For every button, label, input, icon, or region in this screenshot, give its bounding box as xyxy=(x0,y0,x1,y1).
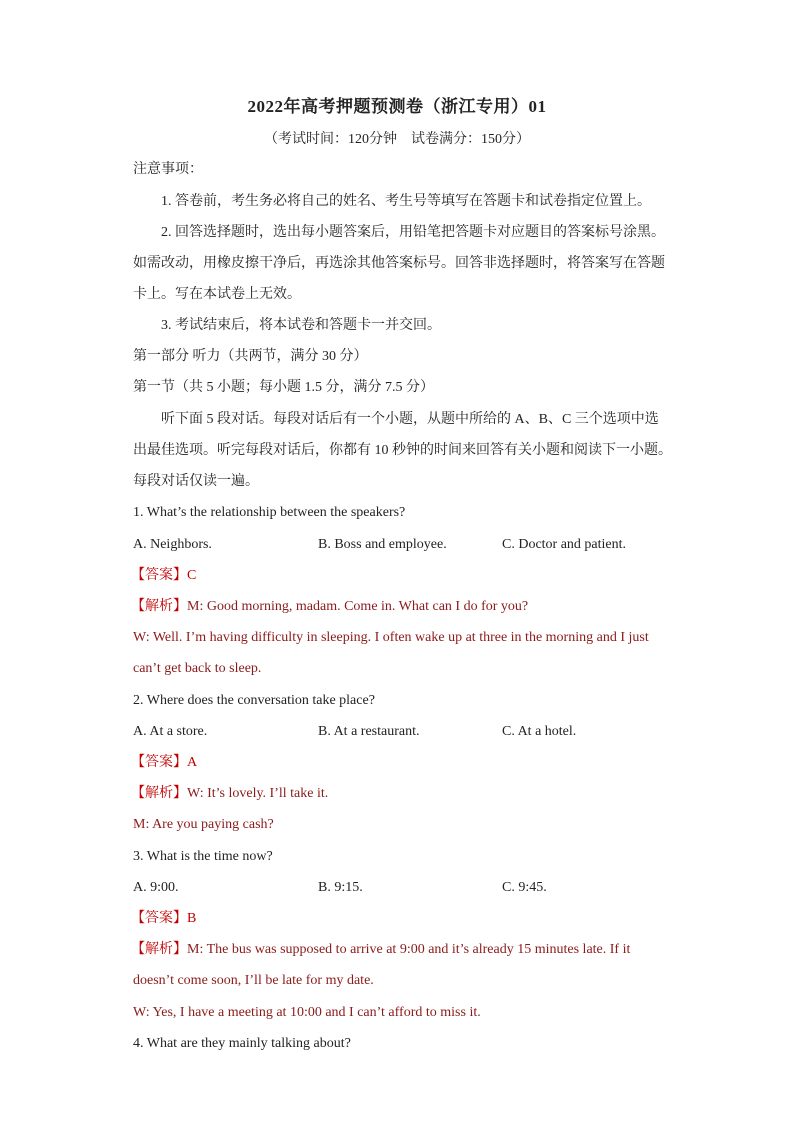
notes-item-1: 1. 答卷前，考生务必将自己的姓名、考生号等填写在答题卡和试卷指定位置上。 xyxy=(161,194,651,209)
option-a: A. 9:00. xyxy=(133,880,179,895)
notes-item-2-line-2: 如需改动，用橡皮擦干净后，再选涂其他答案标号。回答非选择题时，将答案写在答题 xyxy=(133,256,665,271)
analysis-text: M: Good morning, madam. Come in. What can I do for you? xyxy=(187,599,529,614)
answer-value: B xyxy=(187,911,197,926)
instructions-line-1: 听下面 5 段对话。每段对话后有一个小题，从题中所给的 A、B、C 三个选项中选 xyxy=(161,412,659,427)
notes-item-2-line-1: 2. 回答选择题时，选出每小题答案后，用铅笔把答题卡对应题目的答案标号涂黑。 xyxy=(161,225,665,240)
answer-label: 【答案】 xyxy=(131,568,187,583)
question-options xyxy=(0,878,794,898)
subsection-heading: 第一节（共 5 小题；每小题 1.5 分，满分 7.5 分） xyxy=(133,380,434,395)
notes-heading: 注意事项： xyxy=(133,162,203,177)
option-c: C. 9:45. xyxy=(502,880,547,895)
option-c: C. At a hotel. xyxy=(502,724,577,739)
analysis-text: can’t get back to sleep. xyxy=(133,661,262,676)
question-options xyxy=(0,535,794,555)
option-c: C. Doctor and patient. xyxy=(502,537,627,552)
question-stem: 4. What are they mainly talking about? xyxy=(133,1036,351,1051)
analysis-text: M: The bus was supposed to arrive at 9:00 and it’s already 15 minutes late. If it xyxy=(187,942,631,957)
option-b: B. At a restaurant. xyxy=(318,724,420,739)
analysis-text: W: Yes, I have a meeting at 10:00 and I can’t afford to miss it. xyxy=(133,1005,481,1020)
question-stem: 1. What’s the relationship between the speakers? xyxy=(133,505,406,520)
answer-label: 【答案】 xyxy=(131,911,187,926)
option-a: A. At a store. xyxy=(133,724,208,739)
answer-line xyxy=(131,909,196,929)
option-a: A. Neighbors. xyxy=(133,537,212,552)
part-heading: 第一部分 听力（共两节，满分 30 分） xyxy=(133,349,368,364)
option-b: B. Boss and employee. xyxy=(318,537,447,552)
answer-value: C xyxy=(187,568,197,583)
analysis-line xyxy=(131,940,630,960)
question-stem: 3. What is the time now? xyxy=(133,849,273,864)
question-stem: 2. Where does the conversation take place? xyxy=(133,693,375,708)
notes-item-3: 3. 考试结束后，将本试卷和答题卡一并交回。 xyxy=(161,318,441,333)
analysis-label: 【解析】 xyxy=(131,599,187,614)
question-options xyxy=(0,722,794,742)
option-b: B. 9:15. xyxy=(318,880,363,895)
answer-line xyxy=(131,753,197,773)
analysis-label: 【解析】 xyxy=(131,786,187,801)
analysis-line xyxy=(131,784,328,804)
exam-info: （考试时间：120分钟 试卷满分：150分） xyxy=(264,132,530,147)
analysis-line xyxy=(131,597,528,617)
answer-value: A xyxy=(187,755,198,770)
analysis-text: W: Well. I’m having difficulty in sleeping. I often wake up at three in the morning and I just xyxy=(133,630,649,645)
analysis-text: W: It’s lovely. I’ll take it. xyxy=(187,786,329,801)
analysis-text: M: Are you paying cash? xyxy=(133,817,274,832)
notes-item-2-line-3: 卡上。写在本试卷上无效。 xyxy=(133,287,301,302)
page-title: 2022年高考押题预测卷（浙江专用）01 xyxy=(247,97,547,116)
instructions-line-2: 出最佳选项。听完每段对话后，你都有 10 秒钟的时间来回答有关小题和阅读下一小题。 xyxy=(133,443,672,458)
instructions-line-3: 每段对话仅读一遍。 xyxy=(133,474,259,489)
answer-label: 【答案】 xyxy=(131,755,187,770)
answer-line xyxy=(131,566,196,586)
analysis-text: doesn’t come soon, I’ll be late for my date. xyxy=(133,973,374,988)
analysis-label: 【解析】 xyxy=(131,942,187,957)
